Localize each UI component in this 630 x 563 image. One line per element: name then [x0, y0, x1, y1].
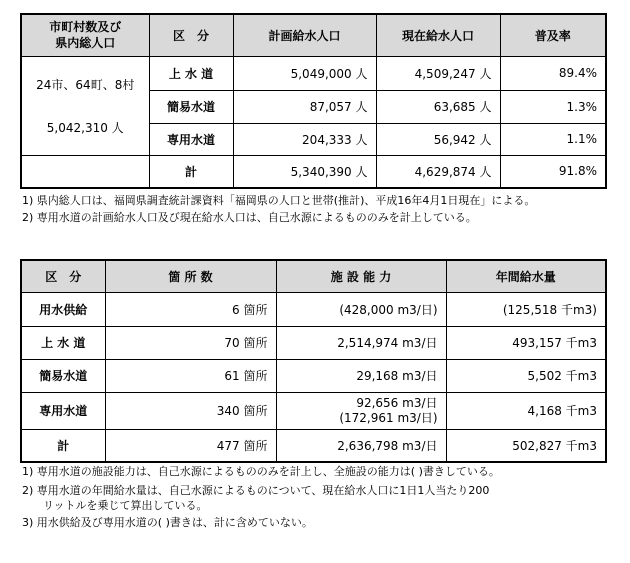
- water-supply-population-table: [20, 13, 607, 189]
- current-cell: 56,942 人: [376, 123, 500, 155]
- table2-note-2-cont: リットルを乗じて算出している。: [43, 499, 208, 512]
- current-cell: 4,629,874 人: [376, 155, 500, 188]
- planned-cell: 87,057 人: [233, 90, 376, 123]
- category-cell: 専用水道: [21, 392, 105, 429]
- category-cell: 上 水 道: [21, 326, 105, 359]
- table1-row-total: [21, 155, 606, 188]
- volume-cell: 5,502 千m3: [446, 359, 606, 392]
- volume-cell: 502,827 千m3: [446, 429, 606, 462]
- capacity-value: 92,656 m3/日: [356, 395, 438, 410]
- table1-header-row: [21, 14, 606, 56]
- table2-row-kani: [21, 359, 606, 392]
- category-cell: 簡易水道: [149, 90, 233, 123]
- water-facility-table: [20, 259, 607, 463]
- table2-note-3: 3) 用水供給及び専用水道の( )書きは、計に含めていない。: [22, 516, 313, 529]
- capacity-cell: (428,000 m3/日): [276, 292, 446, 326]
- capacity-cell: 29,168 m3/日: [276, 359, 446, 392]
- table2-header-row: [21, 260, 606, 292]
- rate-cell: 89.4%: [500, 56, 606, 90]
- volume-cell: (125,518 千m3): [446, 292, 606, 326]
- table1-header-municipalities-line1: 市町村数及び: [49, 20, 122, 35]
- planned-cell: 5,049,000 人: [233, 56, 376, 90]
- volume-cell: 493,157 千m3: [446, 326, 606, 359]
- table2-note-2: 2) 専用水道の年間給水量は、自己水源によるものについて、現在給水人口に1日1人当たり200: [22, 484, 490, 497]
- table1-row-josuido: [21, 56, 606, 90]
- table2-row-josuido: [21, 326, 606, 359]
- planned-cell: 204,333 人: [233, 123, 376, 155]
- table1-header-category: 区 分: [149, 14, 233, 56]
- rate-cell: 1.3%: [500, 90, 606, 123]
- table2-header-category: 区 分: [21, 260, 105, 292]
- capacity-cell: [276, 392, 446, 429]
- category-cell: 簡易水道: [21, 359, 105, 392]
- table1-header-current: 現在給水人口: [376, 14, 500, 56]
- table2-header-volume: 年間給水量: [446, 260, 606, 292]
- table1-header-municipalities-line2: 県内総人口: [55, 36, 116, 51]
- count-cell: 70 箇所: [105, 326, 276, 359]
- table1-header-rate: 普及率: [500, 14, 606, 56]
- table2-row-total: [21, 429, 606, 462]
- table1-note-2: 2) 専用水道の計画給水人口及び現在給水人口は、自己水源によるもののみを計上している。: [22, 211, 477, 224]
- planned-cell: 5,340,390 人: [233, 155, 376, 188]
- table2-note-1: 1) 専用水道の施設能力は、自己水源によるもののみを計上し、全施設の能力は( )書きしている。: [22, 465, 500, 478]
- capacity-cell: 2,636,798 m3/日: [276, 429, 446, 462]
- count-cell: 61 箇所: [105, 359, 276, 392]
- table2-row-senyo: [21, 392, 606, 429]
- capacity-total-value: (172,961 m3/日): [339, 410, 438, 425]
- table1-header-municipalities: [21, 14, 149, 56]
- capacity-cell: 2,514,974 m3/日: [276, 326, 446, 359]
- category-cell: 用水供給: [21, 292, 105, 326]
- count-cell: 340 箇所: [105, 392, 276, 429]
- municipality-count: 24市、64町、8村: [36, 77, 135, 92]
- current-cell: 63,685 人: [376, 90, 500, 123]
- count-cell: 477 箇所: [105, 429, 276, 462]
- count-cell: 6 箇所: [105, 292, 276, 326]
- table1-summary-cell: [21, 56, 149, 155]
- category-cell: 専用水道: [149, 123, 233, 155]
- category-cell: 計: [21, 429, 105, 462]
- current-cell: 4,509,247 人: [376, 56, 500, 90]
- table2-row-yosui: [21, 292, 606, 326]
- rate-cell: 91.8%: [500, 155, 606, 188]
- table2-header-capacity: 施 設 能 力: [276, 260, 446, 292]
- table1-header-planned: 計画給水人口: [233, 14, 376, 56]
- table1-total-blank: [21, 155, 149, 188]
- volume-cell: 4,168 千m3: [446, 392, 606, 429]
- category-cell: 計: [149, 155, 233, 188]
- table2-header-count: 箇 所 数: [105, 260, 276, 292]
- rate-cell: 1.1%: [500, 123, 606, 155]
- table1-note-1: 1) 県内総人口は、福岡県調査統計課資料「福岡県の人口と世帯(推計)、平成16年4月1日現在」による。: [22, 194, 536, 207]
- category-cell: 上 水 道: [149, 56, 233, 90]
- prefecture-population: 5,042,310 人: [46, 120, 124, 135]
